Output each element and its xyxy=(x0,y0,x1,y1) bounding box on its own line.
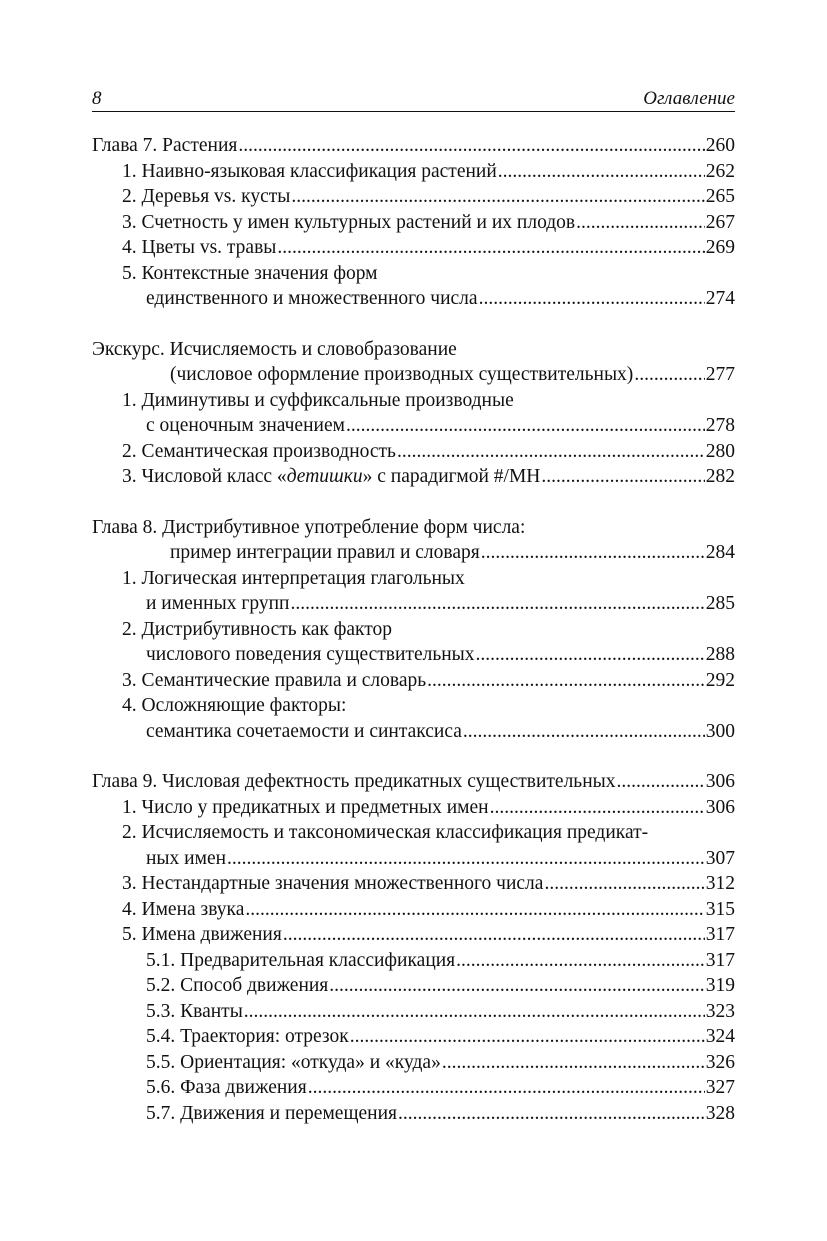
toc-line xyxy=(92,846,735,872)
toc-page-number: 262 xyxy=(705,160,735,182)
toc-line xyxy=(92,540,735,566)
toc-line xyxy=(92,1024,735,1050)
toc-title: 4. Цветы vs. травы xyxy=(122,237,277,258)
toc-page-number: 323 xyxy=(705,1000,735,1022)
toc-title: 5.6. Фаза движения xyxy=(146,1077,307,1098)
toc-title: 4. Имена звука xyxy=(122,898,245,920)
toc-section-entry[interactable] xyxy=(92,897,735,923)
toc-section-entry[interactable] xyxy=(92,617,735,668)
toc-chapter-entry[interactable] xyxy=(92,337,735,388)
toc-page-number: 284 xyxy=(705,542,735,563)
dot-leader xyxy=(277,235,704,261)
toc-line xyxy=(92,642,735,668)
dot-leader xyxy=(442,1050,705,1076)
toc-page-number: 278 xyxy=(705,415,735,436)
toc-title: 1. Наивно-языковая классификация растений xyxy=(122,160,497,182)
toc-line xyxy=(92,668,735,694)
dot-leader xyxy=(427,668,705,694)
toc-title: Глава 9. Числовая дефектность предикатных существительных xyxy=(92,771,616,792)
toc-section-entry[interactable] xyxy=(92,566,735,617)
toc-line xyxy=(92,1050,735,1076)
section-gap xyxy=(92,744,735,769)
toc-page xyxy=(92,88,735,1126)
toc-section-entry[interactable] xyxy=(92,999,735,1025)
toc-title: с оценочным значением xyxy=(146,415,345,436)
toc-section-entry[interactable] xyxy=(92,235,735,261)
section-gap xyxy=(92,312,735,337)
toc-title: 5. Имена движения xyxy=(122,924,282,945)
toc-chapter-entry[interactable] xyxy=(92,769,735,795)
toc-line xyxy=(92,871,735,897)
toc-title: 5.1. Предварительная классификация xyxy=(146,949,456,971)
dot-leader xyxy=(463,719,705,745)
toc-line xyxy=(92,795,735,821)
toc-section-entry[interactable] xyxy=(92,1075,735,1101)
toc-title: 5.3. Кванты xyxy=(146,1000,243,1022)
toc-title: и именных групп xyxy=(146,593,290,614)
dot-leader xyxy=(398,1101,705,1127)
running-header xyxy=(92,88,735,112)
toc-page-number: 269 xyxy=(705,237,735,258)
toc-page-number: 328 xyxy=(705,1102,735,1124)
dot-leader xyxy=(397,439,705,465)
toc-title: (числовое оформление производных существительных) xyxy=(170,364,634,385)
toc-line xyxy=(92,591,735,617)
dot-leader xyxy=(290,591,704,617)
toc-page-number: 280 xyxy=(705,440,735,462)
toc-section-entry[interactable] xyxy=(92,388,735,439)
toc-section-entry[interactable] xyxy=(92,464,735,490)
toc-title: 4. Осложняющие факторы: xyxy=(122,695,347,716)
toc-section-entry[interactable] xyxy=(92,210,735,236)
toc-page-number: 282 xyxy=(705,466,735,487)
toc-title: 3. Семантические правила и словарь xyxy=(122,669,427,691)
dot-leader xyxy=(329,973,704,999)
toc-page-number: 267 xyxy=(705,211,735,233)
page-number: 8 xyxy=(92,88,102,109)
toc-section-entry[interactable] xyxy=(92,261,735,312)
toc-page-number: 288 xyxy=(705,644,735,665)
toc-page-number: 317 xyxy=(705,949,735,971)
dot-leader xyxy=(617,769,705,795)
toc-page-number: 285 xyxy=(705,593,735,614)
toc-section-entry[interactable] xyxy=(92,668,735,694)
dot-leader xyxy=(544,871,704,897)
toc-title: пример интеграции правил и словаря xyxy=(170,542,480,563)
toc-line xyxy=(92,897,735,923)
toc-title: 2. Исчисляемость и таксономическая классификация предикат- xyxy=(122,822,649,843)
dot-leader xyxy=(476,642,705,668)
toc-section-entry[interactable] xyxy=(92,1050,735,1076)
toc-page-number: 306 xyxy=(705,796,735,818)
toc-title: единственного и множественного числа xyxy=(146,288,478,309)
toc-line xyxy=(92,922,735,948)
toc-page-number: 326 xyxy=(705,1051,735,1073)
toc-section-entry[interactable] xyxy=(92,1024,735,1050)
toc-line xyxy=(92,133,735,159)
toc-title: Экскурс. Исчисляемость и словобразование xyxy=(92,338,457,360)
toc-title: семантика сочетаемости и синтаксиса xyxy=(146,720,462,742)
toc-title: 1. Число у предикатных и предметных имен xyxy=(122,796,489,818)
toc-title: 2. Деревья vs. кусты xyxy=(122,186,291,207)
toc-line xyxy=(92,439,735,465)
toc-page-number: 274 xyxy=(705,288,735,309)
dot-leader xyxy=(308,1075,705,1101)
toc-line xyxy=(92,184,735,210)
toc-line xyxy=(92,973,735,999)
toc-section-entry[interactable] xyxy=(92,948,735,974)
toc-title: 5.7. Движения и перемещения xyxy=(146,1102,397,1124)
running-title: Оглавление xyxy=(643,88,735,109)
dot-leader xyxy=(291,184,704,210)
toc-line xyxy=(92,769,735,795)
toc-title: 5. Контекстные значения форм xyxy=(122,262,378,284)
toc-title: числового поведения существительных xyxy=(146,644,475,665)
toc-line xyxy=(92,719,735,745)
dot-leader xyxy=(490,795,705,821)
toc-page-number: 312 xyxy=(705,873,735,894)
toc-page-number: 265 xyxy=(705,186,735,207)
toc-page-number: 292 xyxy=(705,669,735,691)
toc-section-entry[interactable] xyxy=(92,973,735,999)
toc-title: 3. Счетность у имен культурных растений и их плодов xyxy=(122,211,576,233)
toc-section-entry[interactable] xyxy=(92,439,735,465)
dot-leader xyxy=(283,922,705,948)
toc-chapter-entry[interactable] xyxy=(92,133,735,159)
toc-page-number: 315 xyxy=(705,898,735,920)
toc-chapter-entry[interactable] xyxy=(92,515,735,566)
dot-leader xyxy=(244,999,705,1025)
table-of-contents xyxy=(92,133,735,1126)
toc-page-number: 260 xyxy=(705,135,735,156)
toc-section-entry[interactable] xyxy=(92,693,735,744)
toc-line xyxy=(92,210,735,236)
toc-title: 3. Нестандартные значения множественного числа xyxy=(122,873,544,894)
toc-title: 1. Логическая интерпретация глагольных xyxy=(122,567,465,589)
dot-leader xyxy=(634,362,704,388)
toc-line xyxy=(92,1101,735,1127)
toc-line xyxy=(92,362,735,388)
toc-page-number: 307 xyxy=(705,847,735,869)
toc-title: Глава 7. Растения xyxy=(92,135,238,156)
dot-leader xyxy=(227,846,705,872)
toc-title: 5.2. Способ движения xyxy=(146,975,329,996)
toc-page-number: 306 xyxy=(705,771,735,792)
dot-leader xyxy=(456,948,705,974)
toc-page-number: 324 xyxy=(705,1026,735,1047)
toc-line xyxy=(92,464,735,490)
toc-section-entry[interactable] xyxy=(92,159,735,185)
toc-section-entry[interactable] xyxy=(92,820,735,871)
toc-page-number: 327 xyxy=(705,1077,735,1098)
toc-line xyxy=(92,1075,735,1101)
toc-section-entry[interactable] xyxy=(92,184,735,210)
toc-line xyxy=(92,159,735,185)
toc-page-number: 317 xyxy=(705,924,735,945)
toc-title: ных имен xyxy=(146,847,227,869)
toc-title: 3. Числовой класс «детишки» с парадигмой #/МН xyxy=(122,466,541,487)
dot-leader xyxy=(498,159,705,185)
dot-leader xyxy=(541,464,704,490)
toc-title: Глава 8. Дистрибутивное употребление форм числа: xyxy=(92,516,526,538)
toc-page-number: 277 xyxy=(705,364,735,385)
dot-leader xyxy=(576,210,705,236)
toc-page-number: 319 xyxy=(705,975,735,996)
toc-title: 5.4. Траектория: отрезок xyxy=(146,1026,349,1047)
dot-leader xyxy=(479,286,705,312)
toc-title: 1. Диминутивы и суффиксальные производные xyxy=(122,389,514,411)
toc-line xyxy=(92,413,735,439)
toc-line xyxy=(92,948,735,974)
dot-leader xyxy=(481,540,705,566)
toc-page-number: 300 xyxy=(705,720,735,742)
toc-line xyxy=(92,235,735,261)
dot-leader xyxy=(238,133,704,159)
toc-title: 2. Дистрибутивность как фактор xyxy=(122,618,393,640)
dot-leader xyxy=(346,413,705,439)
toc-line xyxy=(92,999,735,1025)
toc-section-entry[interactable] xyxy=(92,922,735,948)
toc-section-entry[interactable] xyxy=(92,1101,735,1127)
dot-leader xyxy=(245,897,704,923)
toc-line xyxy=(92,286,735,312)
toc-section-entry[interactable] xyxy=(92,871,735,897)
section-gap xyxy=(92,490,735,515)
dot-leader xyxy=(350,1024,705,1050)
toc-title: 5.5. Ориентация: «откуда» и «куда» xyxy=(146,1051,441,1073)
toc-section-entry[interactable] xyxy=(92,795,735,821)
toc-title: 2. Семантическая производность xyxy=(122,440,396,462)
